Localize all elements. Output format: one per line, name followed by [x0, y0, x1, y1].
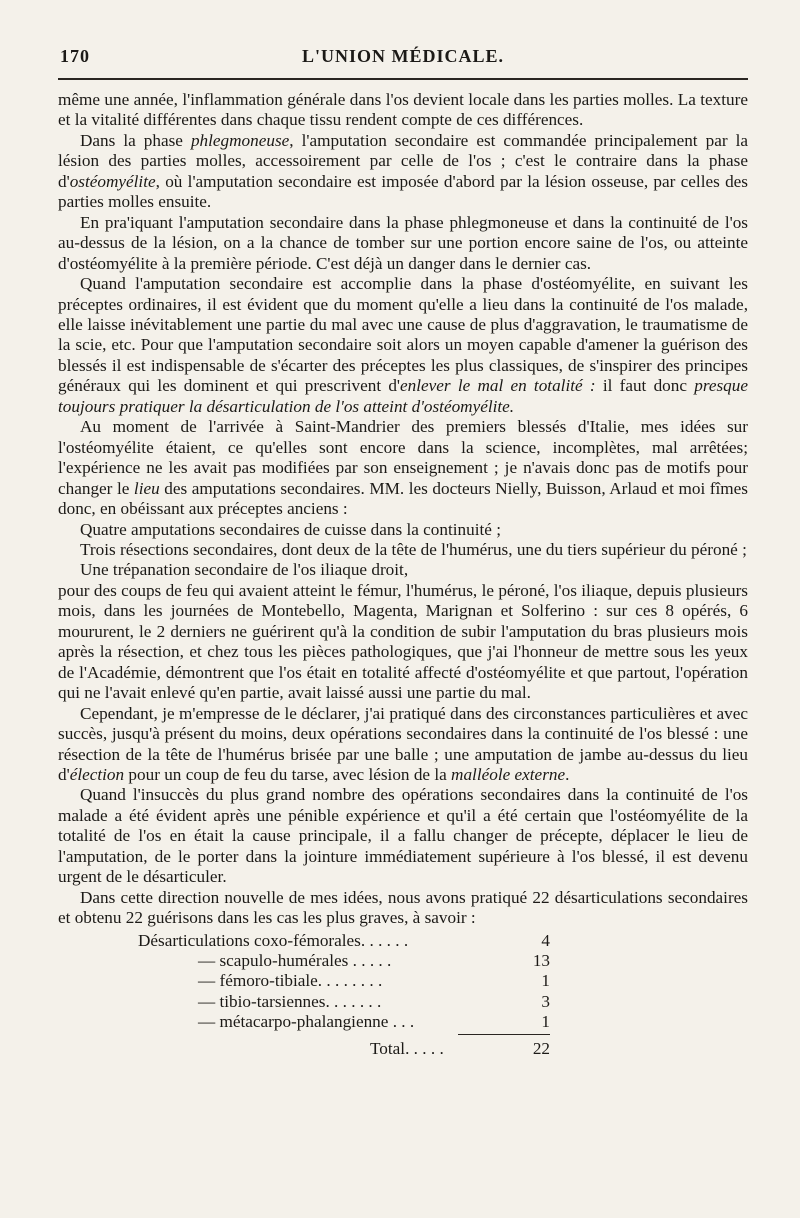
italic-text: malléole externe — [451, 764, 566, 784]
total-rule — [458, 1034, 550, 1035]
paragraph — [58, 520, 748, 540]
text-run: , où l'amputation secondaire est imposée d'abord par la lésion osseuse, par celles des parties molles ensuite. — [58, 171, 748, 212]
paragraph — [58, 581, 748, 704]
italic-text: presque toujours pratiquer la désarticulation de l'os atteint d'ostéomyélite. — [58, 376, 748, 416]
paragraph — [58, 888, 748, 929]
text-run: des amputations secondaires. MM. les docteurs Nielly, Buisson, Arlaud et moi fîmes donc, en obéissant aux préceptes anciens : — [58, 478, 748, 519]
table-row — [58, 992, 748, 1012]
italic-text: lieu — [133, 478, 160, 498]
statistics-table — [58, 931, 748, 1059]
paragraph — [58, 131, 748, 213]
row-value: 13 — [532, 951, 550, 971]
text-run: Une trépanation secondaire de l'os iliaque droit, — [80, 560, 409, 580]
text-run: il faut donc — [595, 376, 695, 396]
row-label: — tibio-tarsiennes. . . . . . . — [198, 991, 382, 1011]
text-run: Cependant, je m'empresse de le déclarer, j'ai pratiqué dans des circonstances particulières et avec succès, jusqu'à présent du moins, deux opérations secondaires dans la continuité de l'os blessé : une résection de la tête de l'humérus brisée par une balle ; une amputation de jambe au-dessus du lieu d' — [58, 703, 748, 784]
page-number: 170 — [60, 46, 90, 66]
page-header — [58, 40, 748, 70]
text-run: Au moment de l'arrivée à Saint-Mandrier des premiers blessés d'Italie, mes idées sur l'ostéomyélite étaient, ce qu'elles sont encore dans la science, incomplètes, mal arrêtées; l'expérience ne les avait pas modifiées par son enseignement ; je n'avais donc pas de motifs pour changer le — [58, 417, 748, 498]
text-run: pour un coup de feu du tarse, avec lésion de la — [124, 764, 452, 784]
text-run: Quatre amputations secondaires de cuisse dans la continuité ; — [80, 519, 501, 539]
text-run: Dans la phase — [80, 130, 191, 150]
row-label: — scapulo-humérales . . . . . — [198, 951, 392, 971]
table-row — [58, 971, 748, 991]
table-row — [58, 1012, 748, 1032]
paragraph — [58, 90, 748, 131]
running-title: L'UNION MÉDICALE. — [301, 46, 505, 66]
table-row — [58, 931, 748, 951]
italic-text: ostéomyélite — [69, 171, 156, 191]
header-rule — [58, 78, 748, 80]
paragraph — [58, 274, 748, 417]
paragraph — [58, 560, 748, 580]
paragraph — [58, 540, 748, 560]
text-run: Quand l'insuccès du plus grand nombre des opérations secondaires dans la continuité de l'os malade a été évident après une pénible expérience et qu'il a été certain que l'ostéomyélite de la totalité de l'os en était la cause principale, il a fallu changer de précepte, déplacer le lieu de l'amputation, de le porter dans la jointure immédiatement supérieure à l'os blessé, il est devenu urgent de le désarticuler. — [58, 785, 748, 887]
table-row — [58, 951, 748, 971]
text-run: En pra'iquant l'amputation secondaire dans la phase phlegmoneuse et dans la continuité de l'os au-dessus de la lésion, on a la chance de tomber sur une portion encore saine de l'os, ou atteinte d'ostéomyélite à la première période. C'est déjà un danger dans le dernier cas. — [58, 212, 748, 273]
total-label: Total. . . . . — [370, 1038, 444, 1058]
italic-text: élection — [69, 764, 125, 784]
text-run: . — [565, 764, 570, 784]
text-run: , l'amputation secondaire est commandée principalement par la lésion des parties molles, accessoirement par celle de l'os ; c'est le contraire dans la phase d' — [58, 130, 748, 191]
paragraph — [58, 213, 748, 274]
row-value: 3 — [541, 991, 550, 1011]
italic-text: enlever le mal en totalité : — [400, 376, 596, 396]
text-run: Quand l'amputation secondaire est accomplie dans la phase d'ostéomyélite, en suivant les préceptes ordinaires, il est évident que du moment qu'elle a lieu dans la continuité de l'os malade, elle laisse inévitablement une partie du mal avec une cause de plus d'aggravation, le traumatisme de la scie, etc. Pour que l'amputation secondaire soit alors un moyen capable d'amener la guérison des blessés il est indispensable de s'écarter des préceptes les plus classiques, de s'inspirer des principes généraux qui les dominent et qui prescrivent d' — [58, 274, 748, 396]
text-run: pour des coups de feu qui avaient atteint le fémur, l'humérus, le péroné, l'os iliaque, depuis plusieurs mois, dans les journées de Montebello, Magenta, Marignan et Solferino : sur ces 8 opérés, 6 moururent, le 2 derniers ne guérirent qu'à la condition de subir l'amputation du bras plusieurs mois après la résection, et chez tous les pièces pathologiques, que j'ai l'honneur de mettre sous les yeux de l'Académie, démontrent que l'os était en totalité affecté d'ostéomyélite et que partout, l'opération qui ne l'avait enlevé qu'en partie, avait laissé aussi une partie du mal. — [58, 580, 748, 703]
row-value: 1 — [541, 971, 550, 991]
paragraph — [58, 785, 748, 887]
table-total-row — [58, 1033, 748, 1059]
italic-text: phlegmoneuse — [190, 130, 290, 150]
text-run: Trois résections secondaires, dont deux de la tête de l'humérus, une du tiers supérieur du péroné ; — [80, 539, 747, 559]
text-run: même une année, l'inflammation générale dans l'os devient locale dans les parties molles. La texture et la vitalité différentes dans chaque tissu rendent compte de ces différences. — [58, 90, 748, 130]
paragraph — [58, 704, 748, 786]
body-text — [58, 90, 748, 929]
row-value: 1 — [541, 1012, 550, 1032]
paragraph — [58, 417, 748, 519]
total-value: 22 — [532, 1038, 550, 1058]
row-label: — fémoro-tibiale. . . . . . . . — [198, 971, 383, 991]
row-value: 4 — [541, 930, 550, 950]
text-run: Dans cette direction nouvelle de mes idées, nous avons pratiqué 22 désarticulations secondaires et obtenu 22 guérisons dans les cas les plus graves, à savoir : — [58, 887, 748, 928]
row-label: Désarticulations coxo-fémorales. . . . . . — [138, 930, 409, 950]
page — [58, 40, 748, 1059]
row-label: — métacarpo-phalangienne . . . — [198, 1012, 415, 1032]
